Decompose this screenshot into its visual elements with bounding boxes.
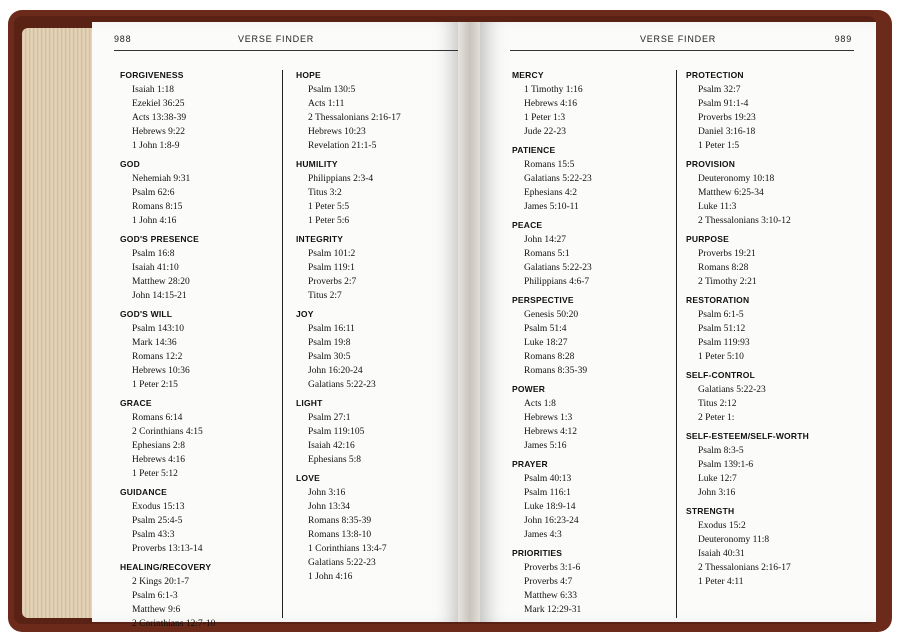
- category-heading: PROTECTION: [686, 70, 744, 80]
- verse-reference: Psalm 91:1-4: [698, 99, 749, 109]
- verse-reference: Romans 8:28: [698, 263, 749, 273]
- category-heading: PRIORITIES: [512, 548, 563, 558]
- verse-reference: Titus 2:12: [698, 399, 737, 409]
- category-heading: JOY: [296, 309, 314, 319]
- verse-reference: Luke 12:7: [698, 474, 737, 484]
- verse-reference: 2 Kings 20:1-7: [132, 577, 189, 587]
- verse-reference: Galatians 5:22-23: [308, 558, 376, 568]
- verse-reference: Romans 8:35-39: [308, 516, 372, 526]
- verse-reference: 1 Corinthians 13:4-7: [308, 544, 387, 554]
- verse-reference: Ephesians 5:8: [308, 455, 362, 465]
- verse-reference: 1 Timothy 1:16: [524, 85, 583, 95]
- verse-reference: John 3:16: [698, 488, 736, 498]
- verse-reference: Psalm 43:3: [132, 530, 175, 540]
- verse-reference: Psalm 8:3-5: [698, 446, 744, 456]
- verse-reference: John 13:34: [308, 502, 350, 512]
- verse-reference: Hebrews 4:12: [524, 427, 578, 437]
- left-column-2: [296, 70, 456, 618]
- verse-reference: Psalm 30:5: [308, 352, 351, 362]
- verse-reference: 1 John 4:16: [132, 216, 177, 226]
- verse-reference: Mark 14:36: [132, 338, 177, 348]
- category-heading: LOVE: [296, 473, 320, 483]
- verse-reference: James 5:10-11: [524, 202, 579, 212]
- verse-reference: Psalm 51:4: [524, 324, 567, 334]
- category-heading: PERSPECTIVE: [512, 295, 574, 305]
- left-page-number: 988: [114, 34, 132, 44]
- verse-reference: Deuteronomy 11:8: [698, 535, 770, 545]
- verse-reference: Hebrews 4:16: [132, 455, 186, 465]
- verse-reference: Isaiah 41:10: [132, 263, 179, 273]
- category-heading: GOD: [120, 159, 140, 169]
- verse-reference: Luke 18:27: [524, 338, 568, 348]
- verse-reference: Psalm 116:1: [524, 488, 571, 498]
- verse-reference: Daniel 3:16-18: [698, 127, 756, 137]
- right-column-1: [512, 70, 677, 618]
- verse-reference: Psalm 27:1: [308, 413, 351, 423]
- category-heading: HOPE: [296, 70, 321, 80]
- verse-reference: Luke 18:9-14: [524, 502, 576, 512]
- category-heading: HEALING/RECOVERY: [120, 562, 212, 572]
- category-heading: HUMILITY: [296, 159, 338, 169]
- verse-reference: 2 Thessalonians 2:16-17: [308, 113, 401, 123]
- verse-reference: Romans 13:8-10: [308, 530, 372, 540]
- verse-reference: Psalm 119:105: [308, 427, 365, 437]
- verse-reference: Exodus 15:2: [698, 521, 746, 531]
- verse-reference: James 4:3: [524, 530, 562, 540]
- verse-reference: Isaiah 42:16: [308, 441, 355, 451]
- verse-reference: 2 Corinthians 12:7-10: [132, 619, 216, 629]
- verse-reference: Psalm 6:1-5: [698, 310, 744, 320]
- verse-reference: Proverbs 3:1-6: [524, 563, 581, 573]
- verse-reference: Titus 2:7: [308, 291, 342, 301]
- category-heading: FORGIVENESS: [120, 70, 184, 80]
- verse-reference: Acts 1:8: [524, 399, 556, 409]
- right-header-rule: [510, 50, 854, 51]
- verse-reference: Isaiah 40:31: [698, 549, 745, 559]
- verse-reference: Romans 15:5: [524, 160, 575, 170]
- verse-reference: Hebrews 4:16: [524, 99, 578, 109]
- verse-reference: 1 Peter 5:10: [698, 352, 744, 362]
- verse-reference: Galatians 5:22-23: [698, 385, 766, 395]
- verse-reference: John 16:20-24: [308, 366, 363, 376]
- verse-reference: Isaiah 1:18: [132, 85, 174, 95]
- verse-reference: John 14:27: [524, 235, 566, 245]
- verse-reference: Romans 5:1: [524, 249, 570, 259]
- verse-reference: Matthew 6:33: [524, 591, 578, 601]
- verse-reference: Romans 8:28: [524, 352, 575, 362]
- verse-reference: Luke 11:3: [698, 202, 737, 212]
- verse-reference: 1 Peter 2:15: [132, 380, 178, 390]
- verse-reference: Romans 12:2: [132, 352, 183, 362]
- verse-reference: 1 Peter 5:5: [308, 202, 350, 212]
- category-heading: PEACE: [512, 220, 543, 230]
- right-column-2: [686, 70, 872, 618]
- category-heading: GRACE: [120, 398, 152, 408]
- verse-reference: Proverbs 13:13-14: [132, 544, 203, 554]
- verse-reference: Proverbs 19:21: [698, 249, 756, 259]
- verse-reference: 2 Peter 1:: [698, 413, 735, 423]
- category-heading: PRAYER: [512, 459, 548, 469]
- right-page-header: [480, 34, 876, 50]
- verse-reference: 2 Thessalonians 2:16-17: [698, 563, 791, 573]
- verse-reference: Deuteronomy 10:18: [698, 174, 775, 184]
- verse-reference: 1 John 4:16: [308, 572, 353, 582]
- verse-reference: Revelation 21:1-5: [308, 141, 377, 151]
- verse-reference: Jude 22-23: [524, 127, 566, 137]
- verse-reference: Philippians 2:3-4: [308, 174, 374, 184]
- verse-reference: Psalm 139:1-6: [698, 460, 754, 470]
- verse-reference: Genesis 50:20: [524, 310, 579, 320]
- verse-reference: Galatians 5:22-23: [308, 380, 376, 390]
- category-heading: SELF-CONTROL: [686, 370, 755, 380]
- verse-reference: Galatians 5:22-23: [524, 263, 592, 273]
- category-heading: MERCY: [512, 70, 544, 80]
- category-heading: GOD'S WILL: [120, 309, 173, 319]
- page-edges: [22, 28, 100, 618]
- verse-reference: Psalm 119:93: [698, 338, 750, 348]
- verse-reference: Matthew 9:6: [132, 605, 181, 615]
- left-page-title: VERSE FINDER: [237, 34, 315, 44]
- verse-reference: Psalm 6:1-3: [132, 591, 178, 601]
- category-heading: POWER: [512, 384, 546, 394]
- verse-reference: Romans 6:14: [132, 413, 183, 423]
- verse-reference: Psalm 16:8: [132, 249, 175, 259]
- category-heading: INTEGRITY: [296, 234, 344, 244]
- verse-reference: Psalm 62:6: [132, 188, 175, 198]
- verse-reference: Psalm 19:8: [308, 338, 351, 348]
- verse-reference: Hebrews 1:3: [524, 413, 573, 423]
- category-heading: PROVISION: [686, 159, 736, 169]
- verse-reference: John 3:16: [308, 488, 346, 498]
- verse-reference: Matthew 6:25-34: [698, 188, 764, 198]
- left-page-header: [92, 34, 460, 50]
- verse-reference: Ephesians 2:8: [132, 441, 186, 451]
- category-heading: GOD'S PRESENCE: [120, 234, 199, 244]
- verse-reference: Nehemiah 9:31: [132, 174, 191, 184]
- verse-reference: 1 Peter 1:5: [698, 141, 740, 151]
- right-page-title: VERSE FINDER: [639, 34, 717, 44]
- verse-reference: Galatians 5:22-23: [524, 174, 592, 184]
- verse-reference: John 16:23-24: [524, 516, 579, 526]
- verse-reference: 1 John 1:8-9: [132, 141, 180, 151]
- right-page-number: 989: [834, 34, 852, 44]
- verse-reference: Mark 12:29-31: [524, 605, 582, 615]
- verse-reference: Ezekiel 36:25: [132, 99, 185, 109]
- verse-reference: Proverbs 2:7: [308, 277, 357, 287]
- right-page: [480, 22, 876, 622]
- verse-reference: Hebrews 9:22: [132, 127, 186, 137]
- verse-reference: 2 Corinthians 4:15: [132, 427, 203, 437]
- verse-reference: 1 Peter 1:3: [524, 113, 566, 123]
- verse-reference: Hebrews 10:23: [308, 127, 366, 137]
- verse-reference: Hebrews 10:36: [132, 366, 190, 376]
- verse-reference: Psalm 143:10: [132, 324, 184, 334]
- verse-reference: 1 Peter 5:12: [132, 469, 178, 479]
- book-gutter: [458, 22, 482, 622]
- verse-reference: Acts 1:11: [308, 99, 345, 109]
- verse-reference: Psalm 130:5: [308, 85, 356, 95]
- category-heading: STRENGTH: [686, 506, 735, 516]
- verse-reference: Psalm 40:13: [524, 474, 572, 484]
- verse-reference: Matthew 28:20: [132, 277, 190, 287]
- category-heading: RESTORATION: [686, 295, 750, 305]
- verse-reference: Philippians 4:6-7: [524, 277, 590, 287]
- verse-reference: Psalm 32:7: [698, 85, 741, 95]
- verse-reference: James 5:16: [524, 441, 567, 451]
- category-heading: PURPOSE: [686, 234, 729, 244]
- verse-reference: 2 Timothy 2:21: [698, 277, 757, 287]
- verse-reference: Acts 13:38-39: [132, 113, 187, 123]
- verse-reference: Psalm 16:11: [308, 324, 355, 334]
- verse-reference: Titus 3:2: [308, 188, 342, 198]
- left-page: [92, 22, 460, 629]
- verse-reference: Psalm 25:4-5: [132, 516, 183, 526]
- verse-reference: Psalm 119:1: [308, 263, 355, 273]
- category-heading: GUIDANCE: [120, 487, 167, 497]
- verse-reference: Romans 8:15: [132, 202, 183, 212]
- verse-reference: Psalm 101:2: [308, 249, 356, 259]
- verse-reference: 1 Peter 4:11: [698, 577, 744, 587]
- verse-reference: John 14:15-21: [132, 291, 187, 301]
- verse-reference: Psalm 51:12: [698, 324, 746, 334]
- category-heading: SELF-ESTEEM/SELF-WORTH: [686, 431, 809, 441]
- verse-reference: Ephesians 4:2: [524, 188, 578, 198]
- verse-reference: 2 Thessalonians 3:10-12: [698, 216, 791, 226]
- verse-reference: Proverbs 4:7: [524, 577, 573, 587]
- category-heading: LIGHT: [296, 398, 323, 408]
- verse-reference: 1 Peter 5:6: [308, 216, 350, 226]
- category-heading: PATIENCE: [512, 145, 556, 155]
- verse-reference: Proverbs 19:23: [698, 113, 756, 123]
- left-header-rule: [114, 50, 459, 51]
- verse-reference: Romans 8:35-39: [524, 366, 588, 376]
- verse-reference: Exodus 15:13: [132, 502, 185, 512]
- left-column-1: [120, 70, 283, 629]
